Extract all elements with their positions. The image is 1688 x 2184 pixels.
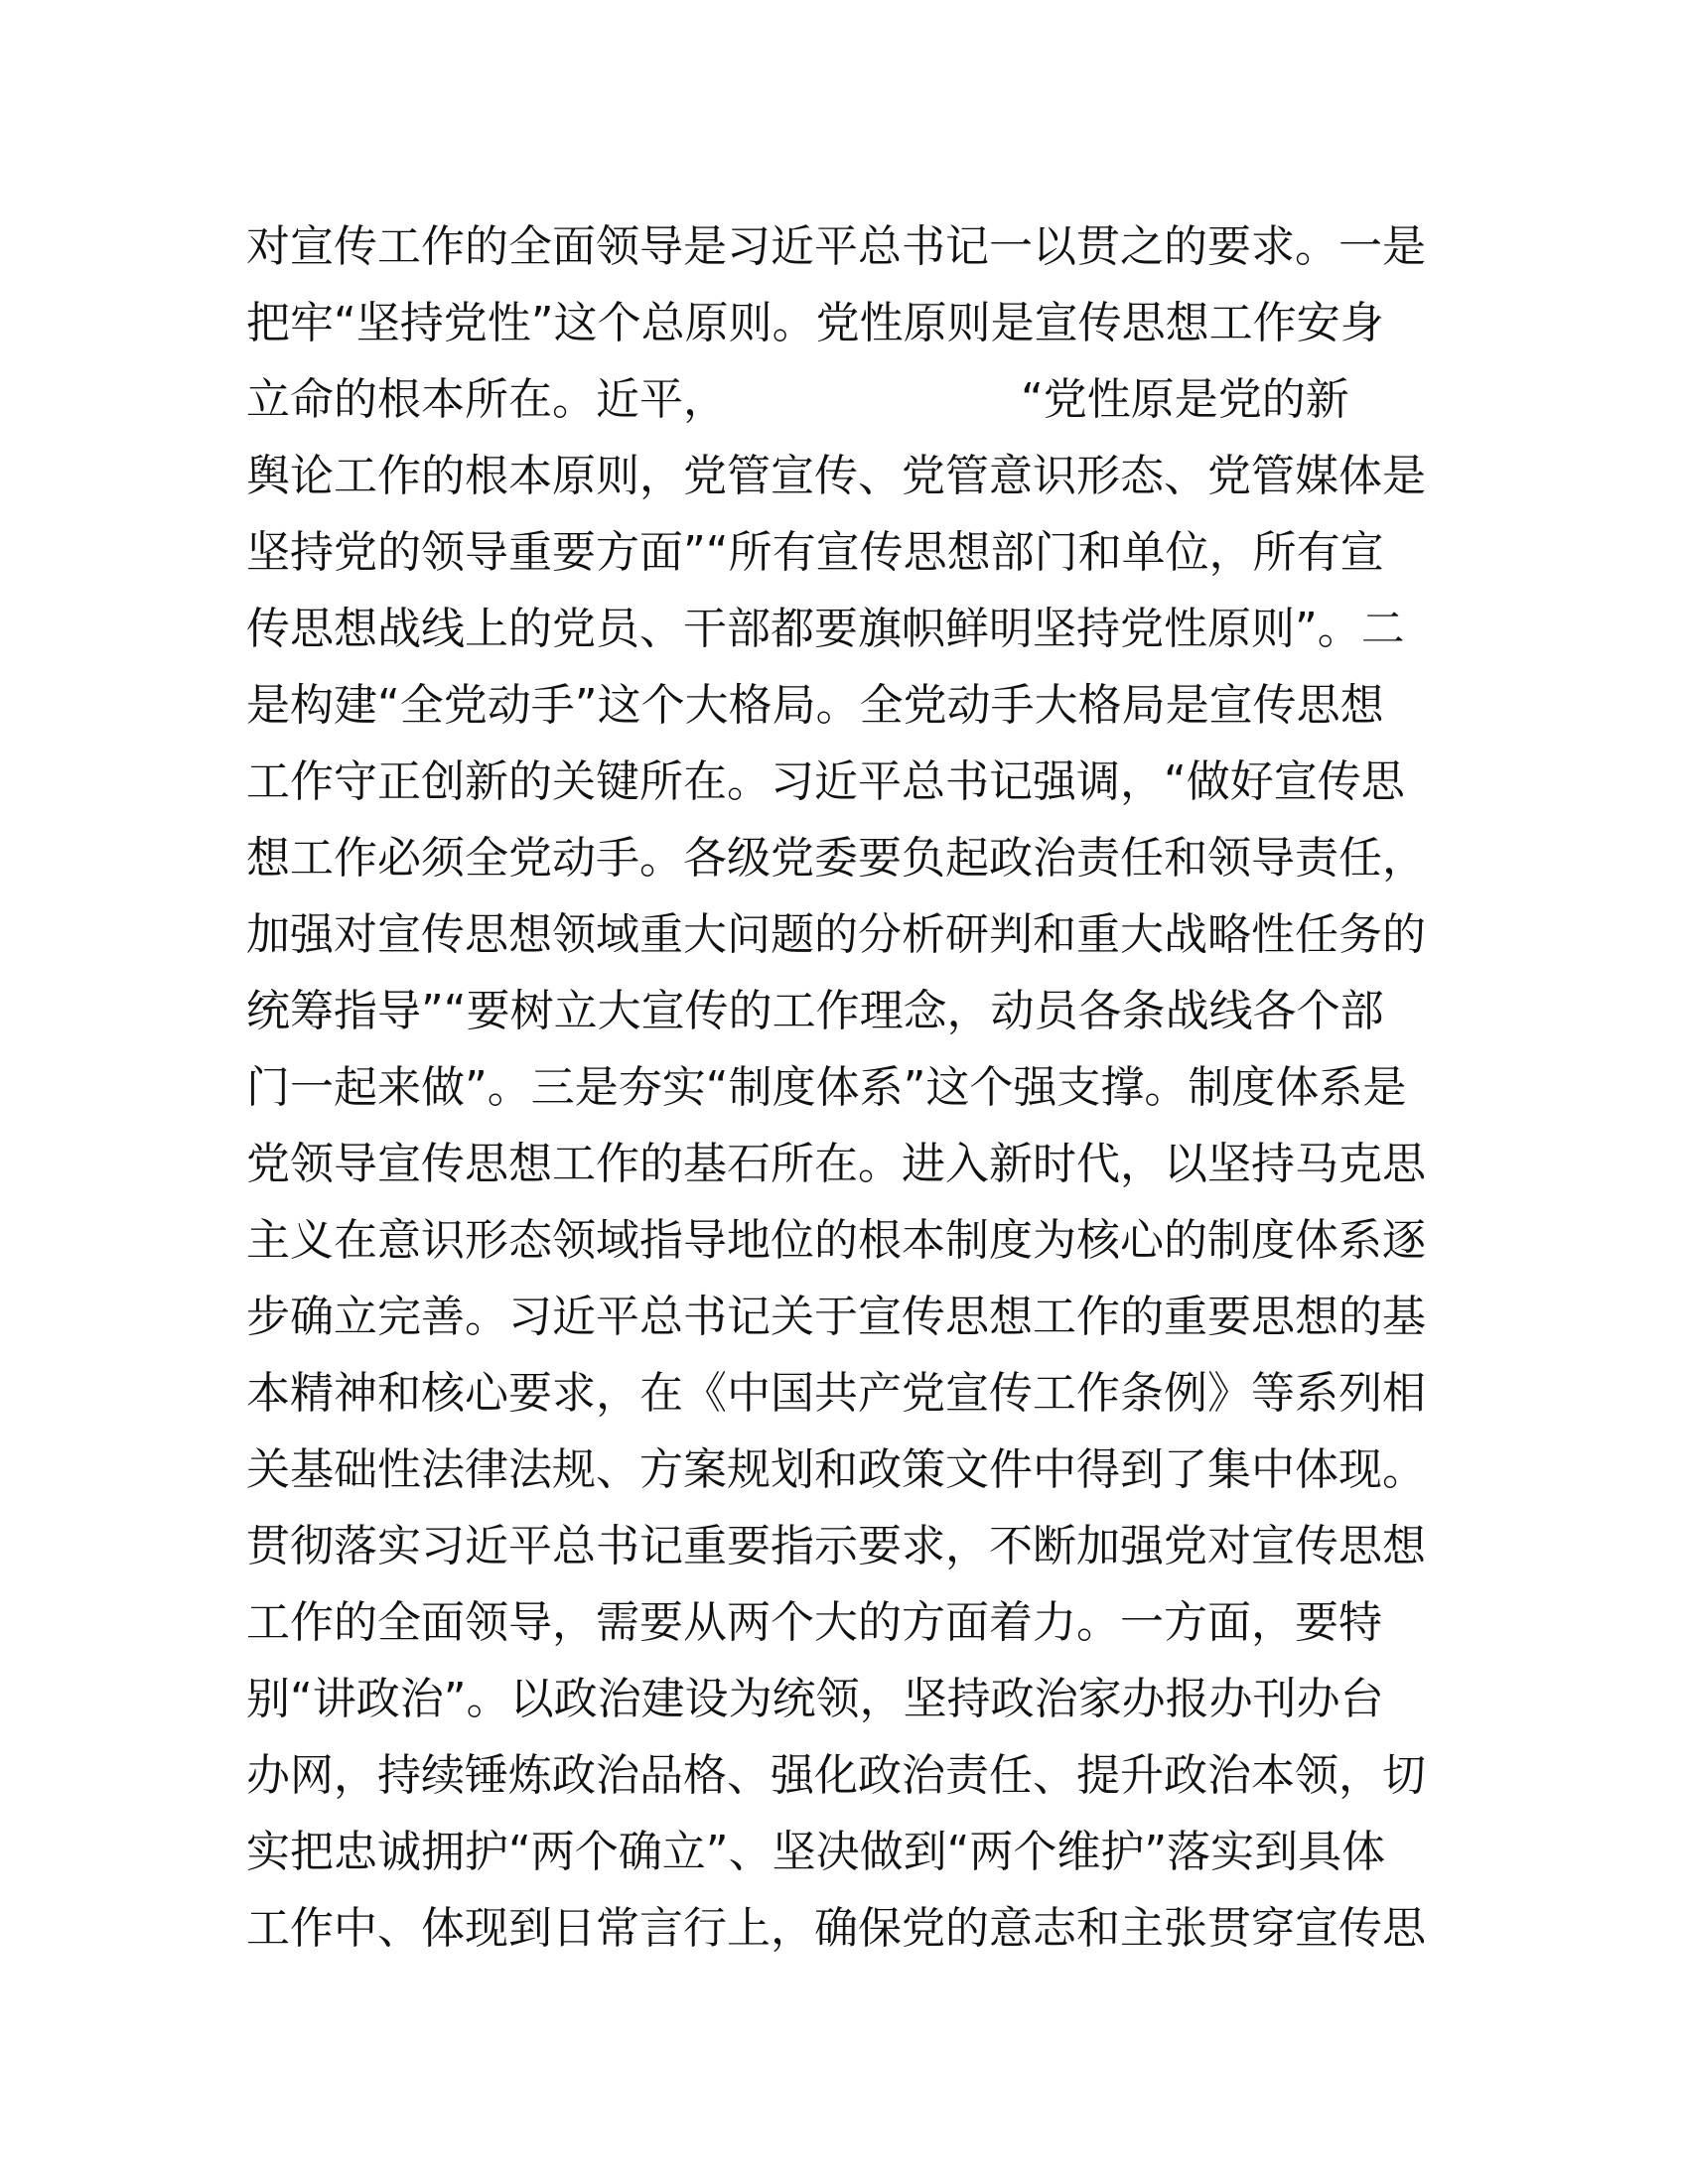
text-line-5: 坚持党的领导重要方面”“所有宣传思想部门和单位，所有宣 bbox=[246, 527, 1384, 578]
text-line-21: 办网，持续锤炼政治品格、强化政治责任、提升政治本领，切 bbox=[246, 1750, 1426, 1801]
text-line-18: 贯彻落实习近平总书记重要指示要求，不断加强党对宣传思想 bbox=[246, 1521, 1426, 1571]
text-line-15: 步确立完善。习近平总书记关于宣传思想工作的重要思想的基 bbox=[246, 1292, 1426, 1342]
text-line-6: 传思想战线上的党员、干部都要旗帜鲜明坚持党性原则”。二 bbox=[246, 604, 1405, 654]
body-text bbox=[246, 208, 1448, 1967]
text-line-22: 实把忠诚拥护“两个确立”、坚决做到“两个维护”落实到具体 bbox=[246, 1827, 1386, 1877]
text-line-14: 主义在意识形态领域指导地位的根本制度为核心的制度体系逐 bbox=[246, 1215, 1426, 1266]
text-line-16: 本精神和核心要求，在《中国共产党宣传工作条例》等系列相 bbox=[246, 1368, 1426, 1419]
text-line-13: 党领导宣传思想工作的基石所在。进入新时代，以坚持马克思 bbox=[246, 1139, 1426, 1189]
text-line-23: 工作中、体现到日常言行上，确保党的意志和主张贯穿宣传思 bbox=[246, 1903, 1426, 1954]
text-line-10: 加强对宣传思想领域重大问题的分析研判和重大战略性任务的 bbox=[246, 909, 1426, 960]
text-line-19: 工作的全面领导，需要从两个大的方面着力。一方面，要特 bbox=[246, 1597, 1382, 1648]
text-line-3-left: 立命的根本所在。近平， bbox=[246, 374, 727, 425]
text-line-2: 把牢“坚持党性”这个总原则。党性原则是宣传思想工作安身 bbox=[246, 298, 1384, 348]
text-line-7: 是构建“全党动手”这个大格局。全党动手大格局是宣传思想 bbox=[246, 680, 1384, 731]
text-line-8: 工作守正创新的关键所在。习近平总书记强调，“做好宣传思 bbox=[246, 756, 1405, 807]
text-line-11: 统筹指导”“要树立大宣传的工作理念，动员各条战线各个部 bbox=[246, 986, 1384, 1036]
text-line-3 bbox=[246, 361, 1448, 438]
text-line-20: 别“讲政治”。以政治建设为统领，坚持政治家办报办刊办台 bbox=[246, 1674, 1384, 1724]
text-line-12: 门一起来做”。三是夯实“制度体系”这个强支撑。制度体系是 bbox=[246, 1062, 1407, 1113]
text-line-9: 想工作必须全党动手。各级党委要负起政治责任和领导责任， bbox=[246, 833, 1426, 884]
text-line-1: 对宣传工作的全面领导是习近平总书记一以贯之的要求。一是 bbox=[246, 221, 1426, 272]
text-line-4: 舆论工作的根本原则，党管宣传、党管意识形态、党管媒体是 bbox=[246, 451, 1426, 501]
text-line-17: 关基础性法律法规、方案规划和政策文件中得到了集中体现。 bbox=[246, 1444, 1426, 1495]
text-line-3-right: “党性原是党的新 bbox=[1021, 374, 1349, 425]
